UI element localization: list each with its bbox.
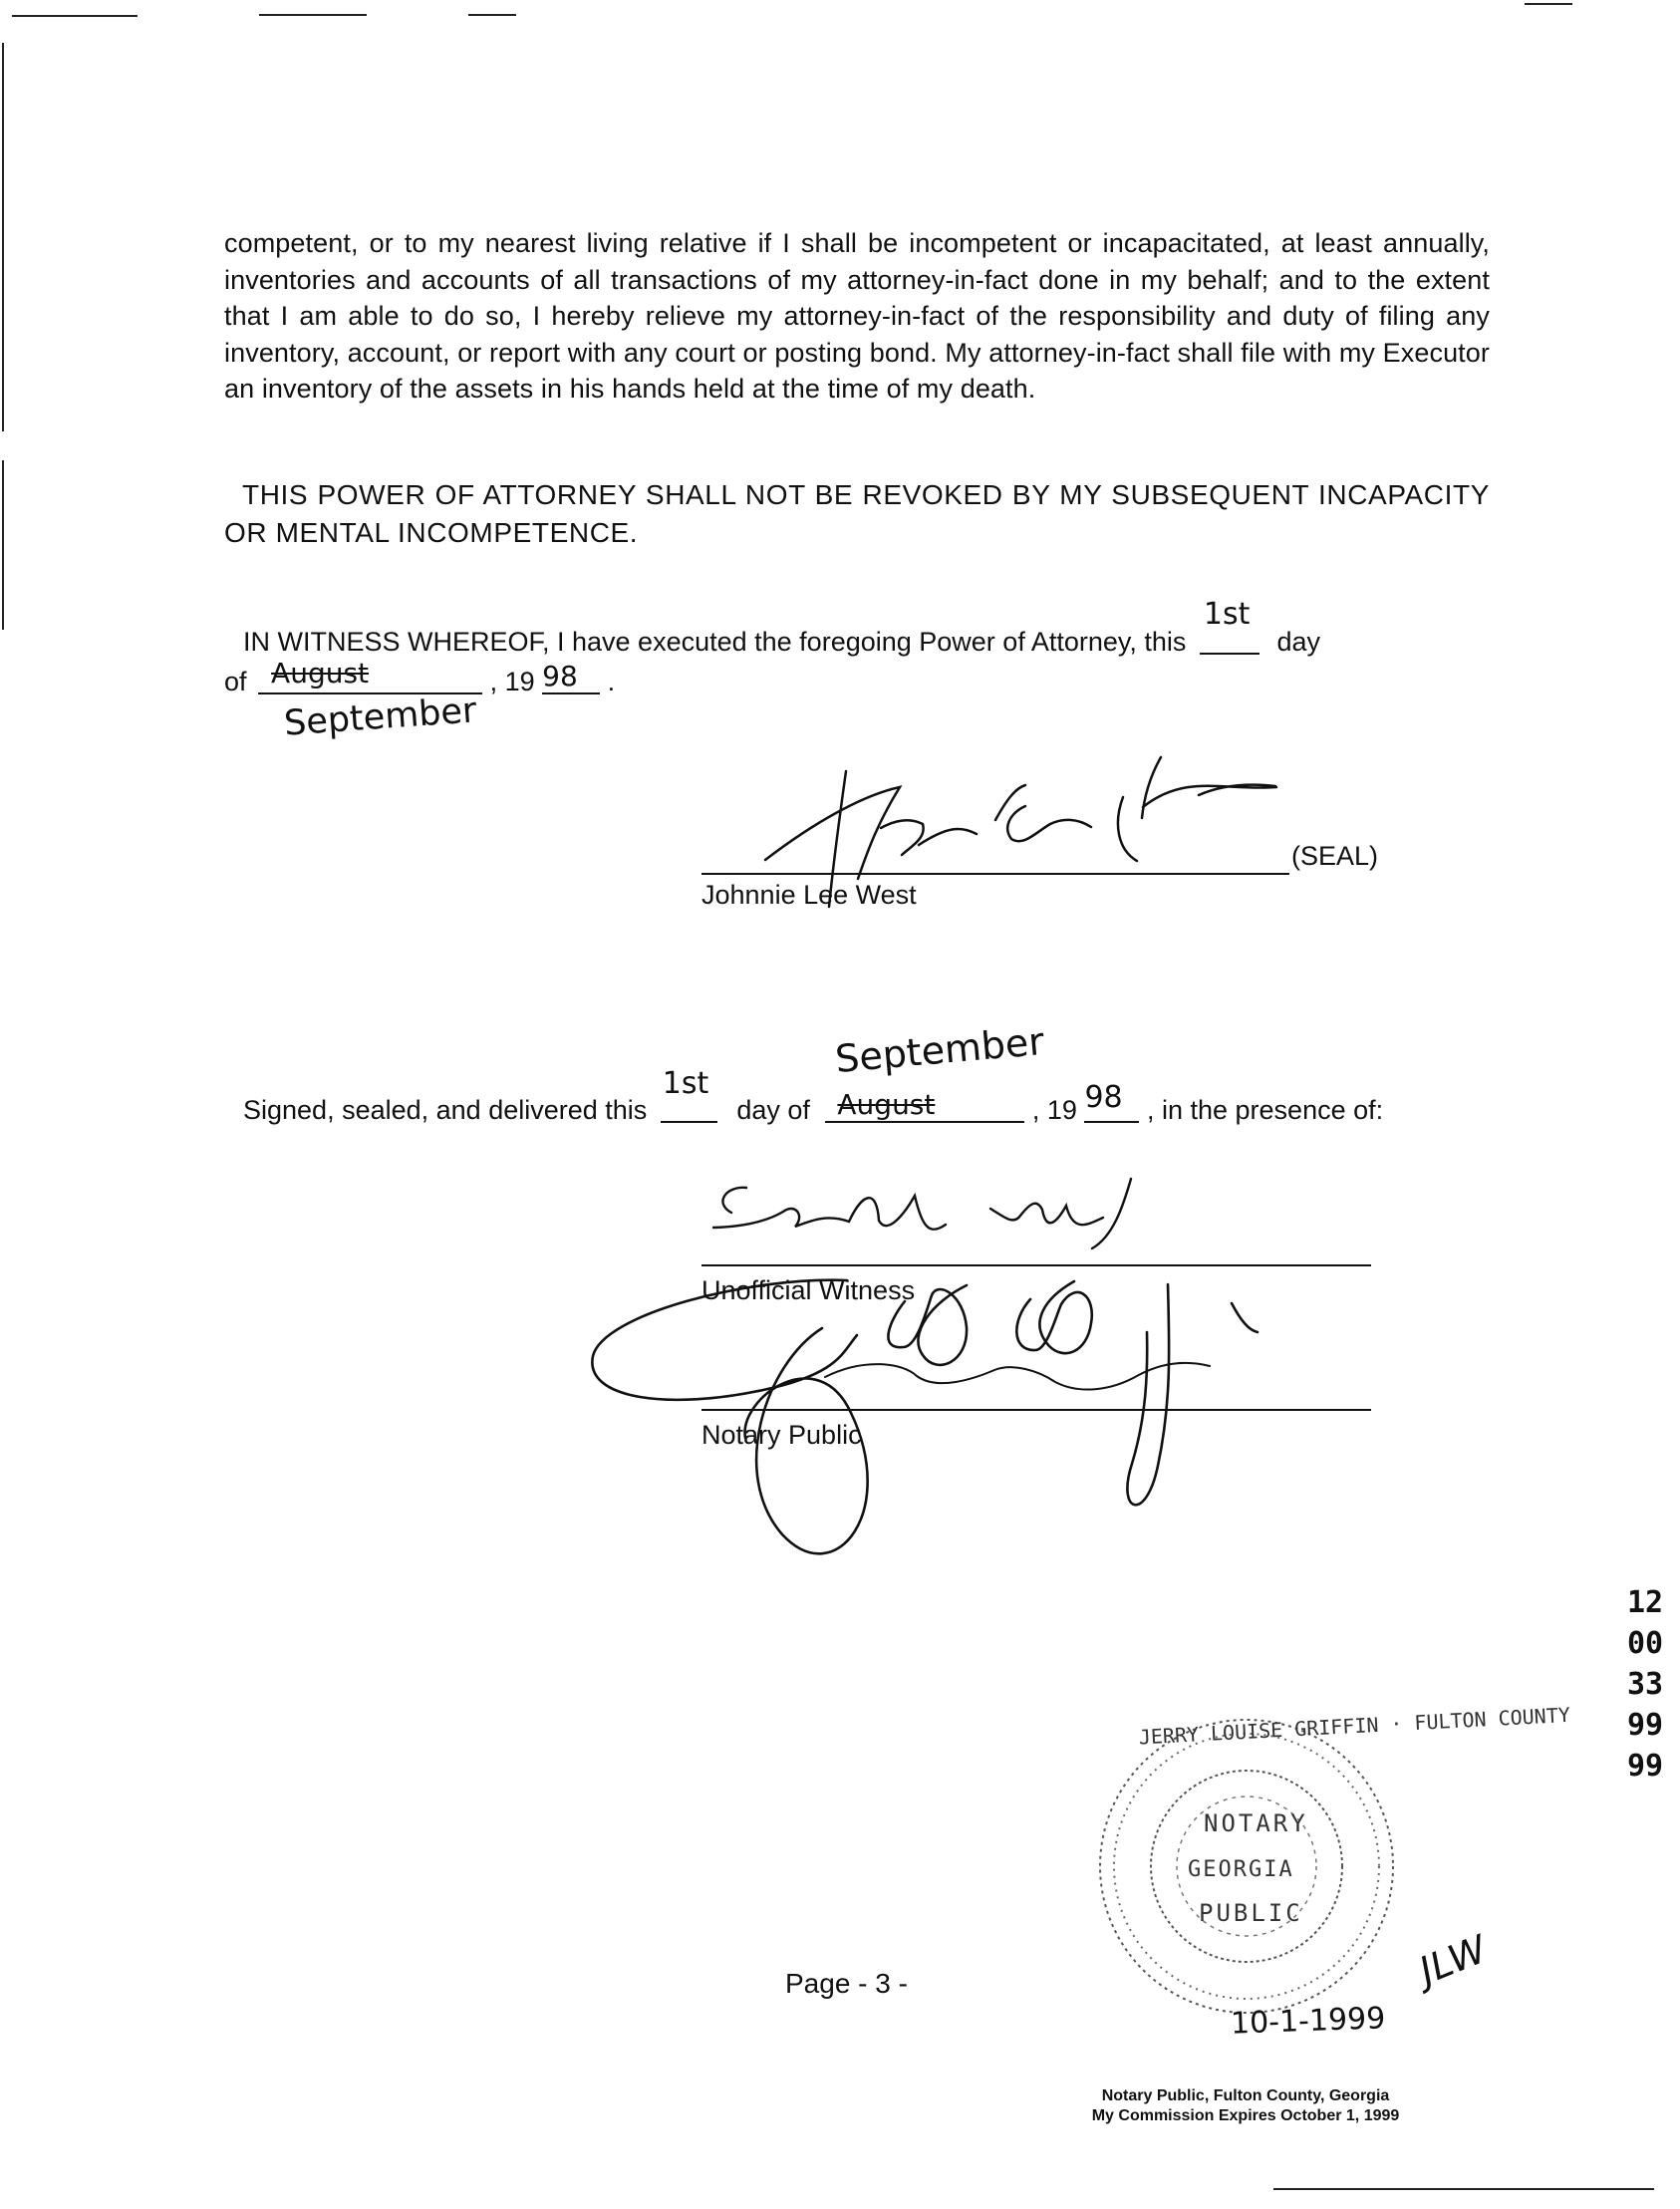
recording-number-stamp: 120033 9999 [1626, 1585, 1664, 1784]
execution-period: . [607, 667, 616, 696]
execution-day-blank [1200, 597, 1260, 655]
execution-year-prefix: , 19 [489, 667, 535, 696]
notary-commission-footer [1046, 2086, 1445, 2126]
top-scan-line [12, 15, 138, 17]
delivery-clause-suffix: , in the presence of: [1146, 1095, 1384, 1125]
left-scan-edge [2, 43, 4, 431]
unofficial-witness-label: Unofficial Witness [701, 1275, 916, 1305]
delivery-month-corrected: September [833, 1018, 1046, 1082]
revocation-paragraph: THIS POWER OF ATTORNEY SHALL NOT BE REVOKED BY MY SUBSEQUENT INCAPACITY OR MENTAL INCOMPETENCE. [224, 479, 1490, 548]
unofficial-witness-line [701, 1264, 1371, 1266]
notary-seal-center-top: NOTARY [1204, 1809, 1308, 1837]
execution-day-handwriting: 1st [1203, 597, 1251, 632]
execution-clause [243, 597, 1489, 660]
obligation-paragraph: competent, or to my nearest living relative if I shall be incompetent or incapacitated, at least annually, inventories and accounts of all transactions of my attorney-in-fact done in my behalf; and to the extent that I am able to do so, I hereby relieve my attorney-in-fact of the responsibility and duty of filing any inventory, account, or report with any court or posting bond. My attorney-in-fact shall file with my Executor an inventory of the assets in his hands held at the time of my death. [224, 228, 1490, 404]
principal-printed-name: Johnnie Lee West [701, 880, 917, 910]
notary-footer-line-2: My Commission Expires October 1, 1999 [1091, 2107, 1400, 2124]
execution-day-suffix: day [1276, 627, 1320, 657]
notary-signature-line [701, 1409, 1371, 1411]
left-scan-edge-lower [2, 460, 4, 630]
delivery-clause-prefix: Signed, sealed, and delivered this [243, 1095, 648, 1125]
notary-footer-line-1: Notary Public, Fulton County, Georgia [1101, 2087, 1390, 2104]
top-scan-line-2 [259, 14, 367, 16]
top-scan-line-3 [468, 14, 516, 16]
page-number: Page - 3 - [785, 1968, 908, 1999]
handwritten-expiration-date: 10-1-1999 [1230, 2001, 1386, 2042]
delivery-day-label: day of [736, 1095, 810, 1125]
execution-month-corrected: September [282, 690, 478, 744]
delivery-year-handwriting: 98 [1084, 1080, 1123, 1115]
notary-seal-center-middle: GEORGIA [1188, 1857, 1294, 1882]
principal-signature-line [701, 873, 1289, 875]
notary-public-label: Notary Public [701, 1420, 862, 1450]
execution-year-blank [542, 660, 600, 694]
execution-year-handwriting: 98 [542, 660, 578, 692]
notary-seal-outer-text: JERRY LOUISE GRIFFIN · FULTON COUNTY [1138, 1702, 1571, 1750]
execution-date-line [224, 657, 616, 744]
delivery-year-prefix: , 19 [1031, 1095, 1077, 1125]
principal-seal-label: (SEAL) [1291, 841, 1379, 871]
top-scan-line-4 [1525, 3, 1572, 5]
delivery-clause [243, 1018, 1384, 1128]
execution-month-blank [258, 657, 482, 744]
notary-seal-center-bottom: PUBLIC [1199, 1899, 1303, 1927]
execution-clause-prefix: IN WITNESS WHEREOF, I have executed the foregoing Power of Attorney, this [243, 627, 1187, 657]
execution-of-label: of [224, 667, 247, 696]
bottom-scan-line [1273, 2188, 1654, 2190]
delivery-day-handwriting: 1st [662, 1066, 709, 1101]
delivery-year-blank [1084, 1080, 1139, 1123]
delivery-month-struck: August [837, 1088, 936, 1121]
delivery-day-blank [661, 1066, 717, 1123]
unofficial-witness-signature-graphic [701, 1179, 1220, 1268]
initials-handwriting: JLW [1413, 1926, 1494, 1994]
delivery-month-blank [825, 1018, 1046, 1123]
execution-month-struck: August [271, 657, 370, 690]
